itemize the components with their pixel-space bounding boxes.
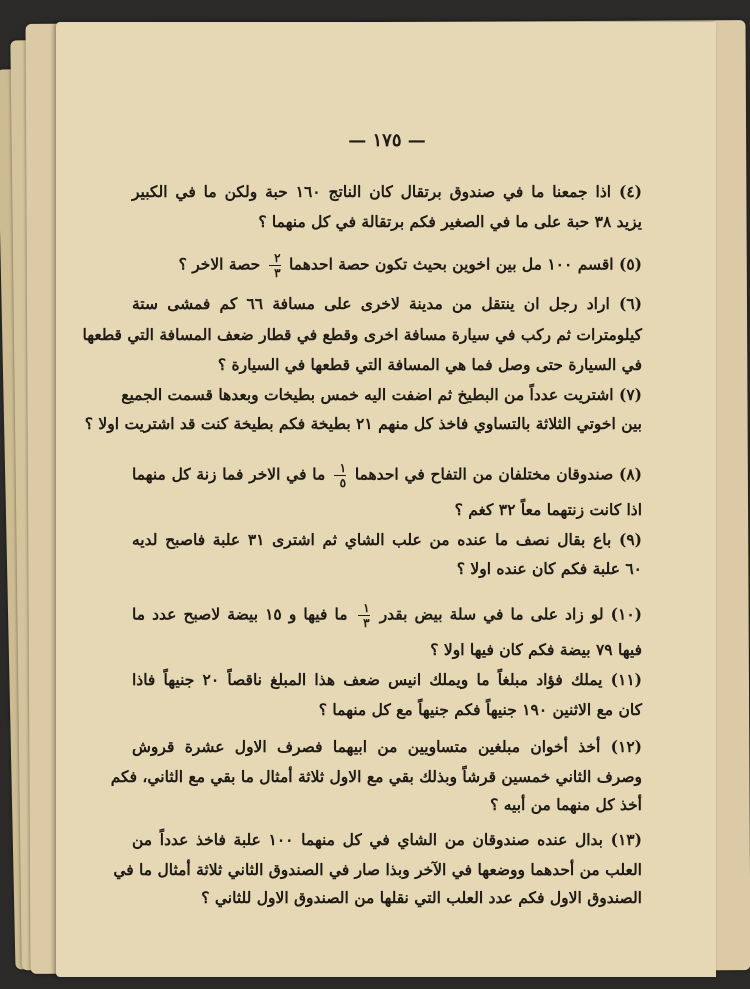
problem-10-text-end: ما فيها و ١٥ بيضة لاصبح عدد ما (132, 604, 348, 624)
text-line: العلب من أحدهما ووضعها في الآخر وبذا صار في الصندوق الثاني ثلاثة أمثال ما في (113, 860, 642, 879)
fraction-two-thirds (269, 252, 281, 279)
problem-8-text: (٨) صندوقان مختلفان من التفاح في احدهما (354, 464, 642, 484)
text-line: وصرف الثاني خمسين قرشاً وبذلك بقي مع الاول ثلاثة أمثال ما بقي مع الثاني، فكم (110, 767, 642, 786)
problem-8-text-end: ما في الاخر فما زنة كل منهما (132, 464, 326, 484)
problem-10-line (132, 602, 642, 632)
text-line: (٦) اراد رجل ان ينتقل من مدينة لاخرى على مسافة ٦٦ كم فمشى ستة (132, 294, 642, 313)
text-line: الصندوق الاول فكم عدد العلب التي نقلها من الصندوق الاول للثاني ؟ (201, 888, 642, 907)
text-line: أخذ كل منهما من أبيه ؟ (490, 795, 642, 814)
text-line: كان مع الاثنين ١٩٠ جنيهاً فكم جنيهاً مع كل منهما ؟ (318, 700, 642, 719)
problem-5-line (132, 252, 642, 282)
fraction-numerator: ٢ (274, 251, 281, 265)
text-line: يزيد ٣٨ حبة على ما في الصغير فكم برتقالة في كل منهما ؟ (258, 212, 642, 231)
page-number: — ١٧٥ — (348, 130, 426, 151)
text-line: (١٢) أخذ أخوان مبلغين متساويين من ابيهما فصرف الاول عشرة قروش (132, 737, 642, 756)
fraction-numerator: ١ (339, 461, 347, 475)
problem-5-text-end: حصة الاخر ؟ (178, 254, 261, 274)
text-line: (١٣) بدال عنده صندوقان من الشاي في كل منهما ١٠٠ علبة فاخذ عدداً من (132, 830, 642, 849)
fraction-denominator: ٣ (363, 616, 370, 630)
text-line: في السيارة حتى وصل فما هي المسافة التي قطعها في السيارة ؟ (217, 355, 642, 374)
text-line: بين اخوتي الثلاثة بالتساوي فاخذ كل منهم ٢١ بطيخة فكم بطيخة كنت قد اشتريت اولا ؟ (84, 414, 642, 433)
text-line: كيلومترات ثم ركب في سيارة مسافة اخرى وقطع في قطار ضعف المسافة التي قطعها (82, 325, 642, 344)
fraction-one-third (358, 602, 370, 629)
problem-10-text: (١٠) لو زاد على ما في سلة بيض بقدر (379, 604, 642, 624)
fraction-denominator: ٣ (274, 266, 281, 280)
text-line: (٤) اذا جمعنا ما في صندوق برتقال كان الناتج ١٦٠ حبة ولكن ما في الكبير (132, 182, 643, 201)
text-line: ٦٠ علبة فكم كان عنده اولا ؟ (456, 559, 642, 578)
text-line: (٩) باع بقال نصف ما عنده من علب الشاي ثم اشترى ٣١ علبة فاصبح لديه (132, 530, 643, 549)
text-line: فيها ٧٩ بيضة فكم كان فيها اولا ؟ (430, 640, 642, 659)
text-line: (٧) اشتريت عدداً من البطيخ ثم اضفت اليه خمس بطيخات وبعدها قسمت الجميع (121, 385, 642, 404)
fraction-numerator: ١ (363, 601, 370, 615)
text-line: (١١) يملك فؤاد مبلغاً ما ويملك انيس ضعف هذا المبلغ ناقصاً ٢٠ جنيهاً فاذا (132, 670, 642, 689)
text-line: اذا كانت زنتهما معاً ٣٢ كغم ؟ (454, 500, 642, 519)
problem-5-text: (٥) اقسم ١٠٠ مل بين اخوين بحيث تكون حصة احدهما (289, 254, 642, 274)
problem-8-line (132, 462, 642, 492)
fraction-denominator: ٥ (339, 476, 347, 490)
book-page (56, 22, 716, 977)
fraction-one-fifth (334, 462, 346, 489)
